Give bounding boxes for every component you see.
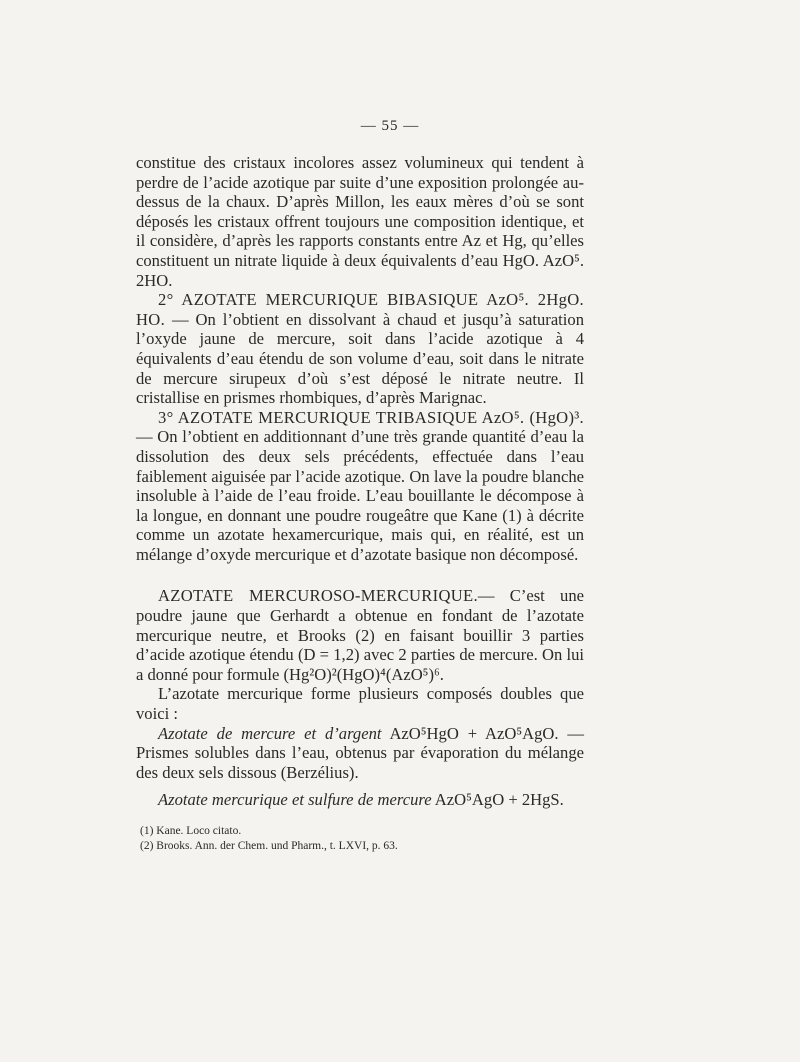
page-number: — 55 — [360,118,420,134]
footnote: (1) Kane. Loco citato. [140,825,242,837]
footnote: (2) Brooks. Ann. der Chem. und Pharm., t. LXVI, p. 63. [140,840,398,852]
paragraph-tribasique [136,408,584,565]
paragraph-mercuroso [136,586,584,684]
paragraph-composes-doubles: L’azotate mercurique forme plusieurs composés doubles que voici : [136,684,584,724]
italic-term: Azotate mercurique et sulfure de mercure [158,790,432,810]
paragraph-body: AzO⁵HgO + AzO⁵AgO. — Prismes solubles dans l’eau, obtenus par évaporation du mélange des deux sels dissous (Berzélius). [136,723,584,782]
section-heading-bibasique: 2° AZOTATE MERCURIQUE BIBASIQUE AzO⁵. 2HgO. HO. [136,290,584,329]
paragraph-body: — C’est une poudre jaune que Gerhardt a obtenue en fondant de l’azotate mercurique neutre, et Brooks (2) en faisant bouillir 3 parties d’acide azotique étendu (D = 1,2) avec 2 parties de mercure. On lui a donné pour formule (Hg²O)²(HgO)⁴(AzO⁵)⁶. [136,586,584,684]
paragraph-body: — On l’obtient en additionnant d’une très grande quantité d’eau la dissolution des deux sels précédents, effectuée dans l’eau faiblement aiguisée par l’acide azotique. On lave la poudre blanche insoluble à l’aide de l’eau froide. L’eau bouillante le décompose à la longue, en donnant une poudre rougeâtre que Kane (1) à décrite comme un azotate hexamercurique, mais qui, en réalité, est un mélange d’oxyde mercurique et d’azotate basique non décomposé. [136,427,584,564]
paragraph-continuation: constitue des cristaux incolores assez volumineux qui tendent à perdre de l’acide azotique par suite d’une exposition prolongée au-dessus de la chaux. D’après Millon, les eaux mères d’où se sont déposés les cristaux offrent toujours une composition identique, et il considère, d’après les rapports constants entre Az et Hg, qu’elles constituent un nitrate liquide à deux équivalents d’eau HgO. AzO⁵. 2HO. [136,153,584,290]
italic-term: Azotate de mercure et d’argent [158,723,382,743]
section-heading-tribasique: 3° AZOTATE MERCURIQUE TRIBASIQUE AzO⁵. (HgO)³. [158,407,584,427]
paragraph-body: AzO⁵AgO + 2HgS. [431,790,564,810]
paragraph-mercurique-sulfure [136,790,584,810]
footnotes [136,824,584,854]
paragraph-body: — On l’obtient en dissolvant à chaud et jusqu’à saturation l’oxyde jaune de mercure, soit dans l’acide azotique à 4 équivalents d’eau étendu de son volume d’eau, soit dans le nitrate de mercure sirupeux d’où s’est déposé le nitrate neutre. Il cristallise en prismes rhombiques, d’après Marignac. [136,309,584,408]
document-page [136,118,584,854]
section-heading-mercuroso: AZOTATE MERCUROSO-MERCURIQUE. [158,586,478,606]
paragraph-bibasique [136,290,584,408]
paragraph-mercure-argent [136,724,584,783]
